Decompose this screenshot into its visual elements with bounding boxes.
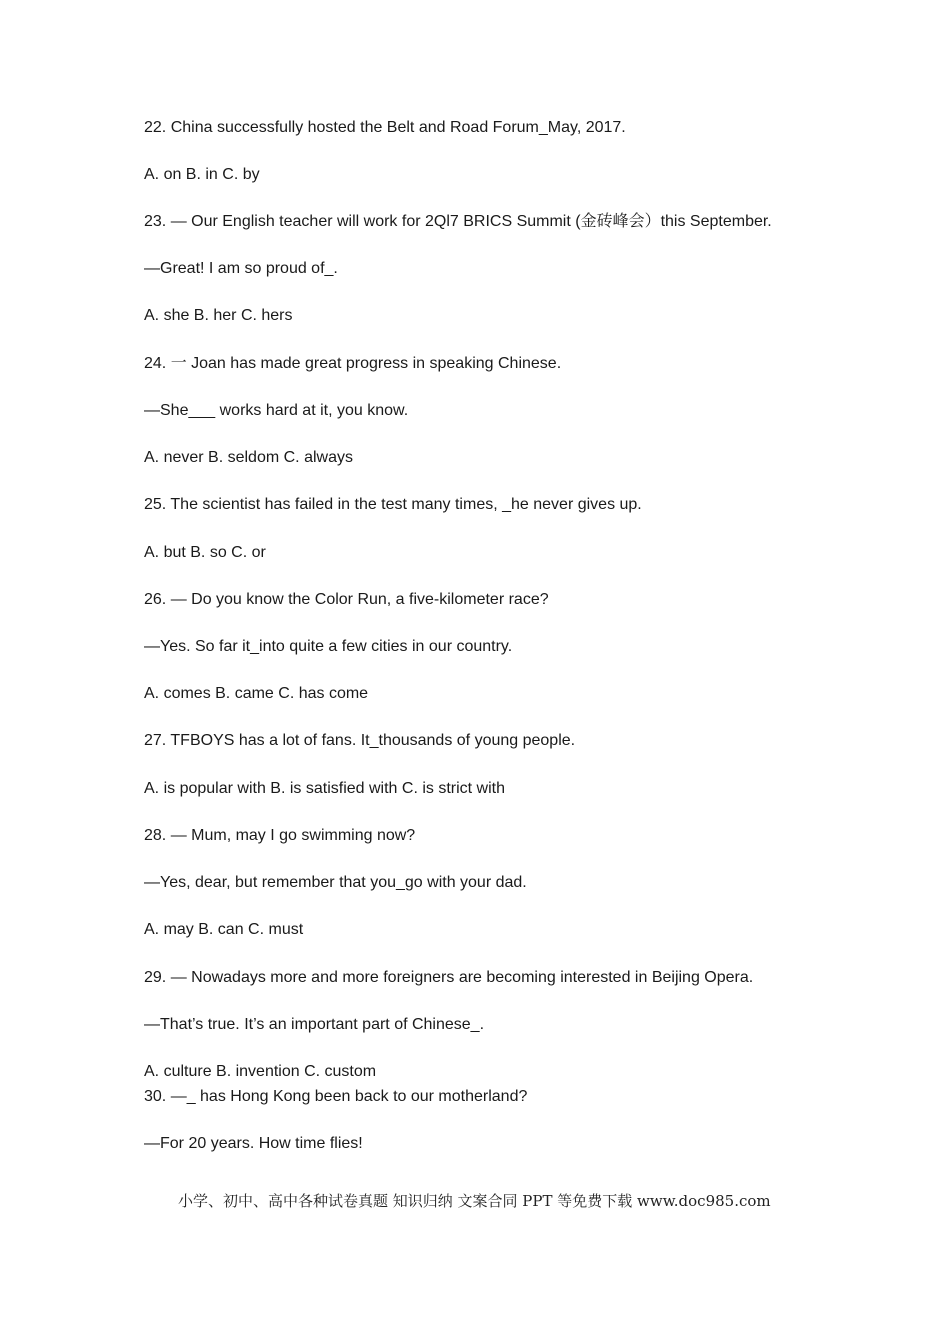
question-22-stem: 22. China successfully hosted the Belt and Road Forum_May, 2017. <box>144 119 626 136</box>
question-24-stem: 24. 一 Joan has made great progress in speaking Chinese. <box>144 355 562 372</box>
question-29-stem: 29. — Nowadays more and more foreigners are becoming interested in Beijing Opera. <box>144 969 754 986</box>
question-23-stem: 23. — Our English teacher will work for 2Ql7 BRICS Summit (金砖峰会）this September. <box>144 213 772 230</box>
question-25-stem: 25. The scientist has failed in the test many times, _he never gives up. <box>144 496 642 513</box>
question-23-reply: —Great! I am so proud of_. <box>144 260 338 277</box>
question-22-options: A. on B. in C. by <box>144 166 260 183</box>
question-24-options: A. never B. seldom C. always <box>144 449 353 466</box>
question-28-stem: 28. — Mum, may I go swimming now? <box>144 827 416 844</box>
question-29-options: A. culture B. invention C. custom <box>144 1063 377 1080</box>
question-24-reply: —She___ works hard at it, you know. <box>144 402 409 419</box>
question-26-options: A. comes B. came C. has come <box>144 685 369 702</box>
question-29-reply: —That’s true. It’s an important part of Chinese_. <box>144 1016 485 1033</box>
question-28-options: A. may B. can C. must <box>144 921 304 938</box>
question-26-reply: —Yes. So far it_into quite a few cities in our country. <box>144 638 513 655</box>
page-footer: 小学、初中、高中各种试卷真题 知识归纳 文案合同 PPT 等免费下载 www.doc985.com <box>178 1192 771 1210</box>
question-30-reply: —For 20 years. How time flies! <box>144 1135 363 1152</box>
question-27-options: A. is popular with B. is satisfied with C. is strict with <box>144 780 505 797</box>
question-26-stem: 26. — Do you know the Color Run, a five-kilometer race? <box>144 591 549 608</box>
question-23-options: A. she B. her C. hers <box>144 307 293 324</box>
question-28-reply: —Yes, dear, but remember that you_go with your dad. <box>144 874 527 891</box>
question-30-stem: 30. —_ has Hong Kong been back to our motherland? <box>144 1088 528 1105</box>
question-27-stem: 27. TFBOYS has a lot of fans. It_thousands of young people. <box>144 732 576 749</box>
question-25-options: A. but B. so C. or <box>144 544 266 561</box>
